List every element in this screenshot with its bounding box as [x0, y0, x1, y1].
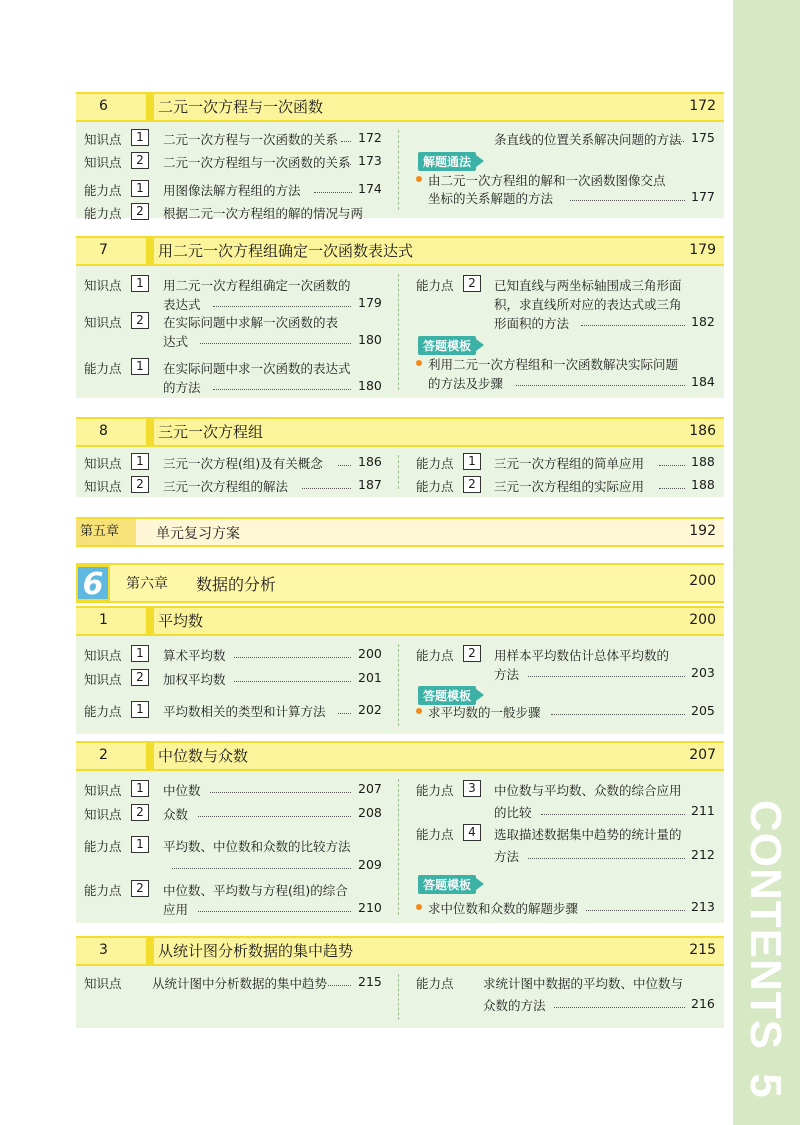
leader-dots [302, 488, 351, 489]
entry-page: 201 [358, 670, 382, 685]
leader-dots [338, 713, 351, 714]
entry-label: 知识点 [84, 132, 122, 147]
column-divider [398, 644, 399, 726]
entry-text-line2[interactable]: 方法 [494, 667, 520, 682]
section-header[interactable] [76, 606, 724, 636]
leader-dots [198, 911, 351, 912]
section-number: 2 [99, 747, 108, 763]
entry-text-continued[interactable]: 条直线的位置关系解决问题的方法 [494, 132, 682, 147]
section-number: 7 [99, 242, 108, 258]
entry-text-line2[interactable]: 的比较 [494, 805, 532, 820]
entry-number-box: 2 [463, 275, 481, 292]
section-page: 179 [689, 242, 716, 258]
entry-label: 能力点 [84, 704, 122, 719]
entry-label: 能力点 [84, 206, 122, 221]
section-header[interactable] [76, 417, 724, 447]
entry-label: 知识点 [84, 155, 122, 170]
header-marker [146, 743, 154, 769]
section-number: 1 [99, 612, 108, 628]
entry-number-box: 2 [131, 476, 149, 493]
entry-label: 知识点 [84, 479, 122, 494]
leader-dots [328, 985, 351, 986]
section-body [76, 122, 724, 221]
section-number: 6 [99, 98, 108, 114]
entry-text-line2[interactable]: 的方法 [163, 380, 201, 395]
leader-dots [314, 192, 352, 193]
chapter-label: 第六章 [126, 576, 168, 592]
contents-word: CONTENTS [741, 800, 790, 1050]
leader-dots [659, 465, 685, 466]
entry-page: 215 [358, 974, 382, 989]
section-6 [76, 92, 724, 221]
entry-page: 203 [691, 665, 715, 680]
leader-dots [198, 816, 351, 817]
section-6-3 [76, 936, 724, 1028]
entry-text-line1[interactable]: 在实际问题中求一次函数的表达式 [163, 361, 351, 376]
entry-page: 175 [691, 130, 715, 145]
entry-label: 能力点 [84, 839, 122, 854]
entry-number-box: 1 [131, 275, 149, 292]
leader-dots [213, 389, 351, 390]
entry-number-box: 1 [131, 780, 149, 797]
section-number: 8 [99, 423, 108, 439]
entry-number-box: 1 [131, 836, 149, 853]
entry-text-line2[interactable]: 表达式 [163, 297, 201, 312]
entry-number-box: 1 [131, 453, 149, 470]
template-badge: 答题模板 [418, 336, 476, 355]
leader-dots [551, 714, 685, 715]
entry-page: 172 [358, 130, 382, 145]
bullet-text-line2[interactable]: 坐标的关系解题的方法 [428, 191, 554, 206]
bullet-text-line2[interactable]: 的方法及步骤 [428, 376, 504, 391]
entry-label: 知识点 [84, 807, 122, 822]
leader-dots [516, 385, 685, 386]
entry-number-box: 2 [463, 476, 481, 493]
header-marker [146, 938, 154, 964]
leader-dots [213, 306, 351, 307]
entry-number-box: 2 [131, 312, 149, 329]
entry-label: 知识点 [84, 456, 122, 471]
chapter-6-header[interactable] [76, 563, 724, 603]
section-body [76, 266, 724, 398]
leader-dots [586, 910, 685, 911]
page-number: 5 [741, 1073, 790, 1099]
entry-page: 200 [358, 646, 382, 661]
template-badge: 答题模板 [418, 875, 476, 894]
entry-page: 177 [691, 189, 715, 204]
entry-text[interactable]: 三元一次方程(组)及有关概念 [163, 456, 323, 471]
entry-text-line3[interactable]: 形面积的方法 [494, 316, 570, 331]
leader-dots [528, 858, 685, 859]
entry-text[interactable]: 根据二元一次方程组的解的情况与两 [163, 206, 364, 221]
entry-text-line1[interactable]: 选取描述数据集中趋势的统计量的 [494, 827, 682, 842]
entry-label: 能力点 [416, 783, 454, 798]
section-title: 从统计图分析数据的集中趋势 [158, 942, 354, 960]
leader-dots [341, 164, 351, 165]
leader-dots [234, 681, 351, 682]
bullet-text-line1[interactable]: 由二元一次方程组的解和一次函数图像交点 [428, 173, 666, 188]
entry-text-line1[interactable]: 已知直线与两坐标轴围成三角形面 [494, 278, 682, 293]
entry-label: 能力点 [416, 479, 454, 494]
leader-dots [234, 657, 351, 658]
bullet-dot [416, 904, 422, 910]
entry-label: 能力点 [84, 361, 122, 376]
entry-page: 213 [691, 899, 715, 914]
entry-page: 180 [358, 378, 382, 393]
section-body [76, 771, 724, 923]
entry-page: 209 [358, 857, 382, 872]
entry-number-box: 3 [463, 780, 481, 797]
entry-label: 知识点 [84, 783, 122, 798]
entry-page: 173 [358, 153, 382, 168]
chapter-label: 第五章 [76, 519, 136, 545]
contents-vertical-label [740, 800, 790, 1099]
entry-text[interactable]: 用图像法解方程组的方法 [163, 183, 301, 198]
bullet-text[interactable]: 求中位数和众数的解题步骤 [428, 901, 579, 916]
entry-text-line1[interactable]: 平均数、中位数和众数的比较方法 [163, 839, 351, 854]
leader-dots [341, 141, 351, 142]
entry-page: 202 [358, 702, 382, 717]
entry-text-line1[interactable]: 用样本平均数估计总体平均数的 [494, 648, 670, 663]
method-badge: 解题通法 [418, 152, 476, 171]
entry-number-box: 2 [131, 804, 149, 821]
leader-dots [659, 488, 685, 489]
section-6-1 [76, 606, 724, 734]
entry-text[interactable]: 中位数 [163, 783, 201, 798]
template-badge: 答题模板 [418, 686, 476, 705]
chapter-page: 192 [689, 523, 716, 539]
leader-dots [338, 465, 351, 466]
bullet-dot [416, 708, 422, 714]
entry-text[interactable]: 算术平均数 [163, 648, 226, 663]
entry-text-line1[interactable]: 求统计图中数据的平均数、中位数与 [483, 976, 684, 991]
bullet-text[interactable]: 求平均数的一般步骤 [428, 705, 541, 720]
entry-label: 知识点 [84, 648, 122, 663]
entry-label: 能力点 [416, 456, 454, 471]
entry-number-box: 2 [463, 645, 481, 662]
entry-page: 179 [358, 295, 382, 310]
header-marker [146, 608, 154, 634]
section-body [76, 447, 724, 497]
entry-label: 能力点 [416, 976, 454, 991]
entry-number-box: 2 [131, 203, 149, 220]
column-divider [398, 274, 399, 390]
entry-text[interactable]: 三元一次方程组的实际应用 [494, 479, 645, 494]
entry-number-box: 1 [131, 180, 149, 197]
chapter-5-review-row[interactable] [76, 517, 724, 547]
leader-dots [528, 676, 685, 677]
entry-text-line1[interactable]: 用二元一次方程组确定一次函数的 [163, 278, 351, 293]
entry-label: 知识点 [84, 672, 122, 687]
entry-text-line2[interactable]: 应用 [163, 902, 189, 917]
entry-number-box: 4 [463, 824, 481, 841]
entry-label: 知识点 [84, 976, 122, 991]
bullet-dot [416, 360, 422, 366]
bullet-dot [416, 176, 422, 182]
entry-page: 205 [691, 703, 715, 718]
section-page: 172 [689, 98, 716, 114]
section-header[interactable] [76, 236, 724, 266]
leader-dots [541, 814, 685, 815]
entry-number-box: 1 [131, 129, 149, 146]
entry-number-box: 2 [131, 152, 149, 169]
entry-page: 187 [358, 477, 382, 492]
entry-page: 180 [358, 332, 382, 347]
entry-page: 184 [691, 374, 715, 389]
entry-text[interactable]: 众数 [163, 807, 189, 822]
section-page: 207 [689, 747, 716, 763]
entry-number-box: 1 [131, 701, 149, 718]
section-body [76, 636, 724, 734]
entry-text[interactable]: 从统计图中分析数据的集中趋势 [152, 976, 328, 991]
header-marker [146, 238, 154, 264]
entry-page: 211 [691, 803, 715, 818]
chapter-page: 200 [689, 573, 716, 589]
entry-page: 174 [358, 181, 382, 196]
entry-page: 182 [691, 314, 715, 329]
section-number: 3 [99, 942, 108, 958]
entry-text[interactable]: 三元一次方程组的解法 [163, 479, 289, 494]
entry-number-box: 1 [131, 358, 149, 375]
chapter-title: 单元复习方案 [156, 526, 240, 542]
bullet-text-line1[interactable]: 利用二元一次方程组和一次函数解决实际问题 [428, 357, 679, 372]
leader-dots [570, 200, 685, 201]
entry-page: 208 [358, 805, 382, 820]
entry-text-line2[interactable]: 达式 [163, 334, 189, 349]
entry-text[interactable]: 三元一次方程组的简单应用 [494, 456, 645, 471]
entry-label: 能力点 [416, 648, 454, 663]
entry-page: 188 [691, 454, 715, 469]
entry-text-line2[interactable]: 积，求直线所对应的表达式或三角 [494, 297, 682, 312]
section-page: 200 [689, 612, 716, 628]
entry-text[interactable]: 二元一次方程组与一次函数的关系 [163, 155, 351, 170]
leader-dots [200, 343, 351, 344]
header-marker [146, 419, 154, 445]
section-title: 平均数 [158, 612, 204, 630]
entry-text-line1[interactable]: 在实际问题中求解一次函数的表 [163, 315, 339, 330]
section-title: 中位数与众数 [158, 747, 249, 765]
column-divider [398, 779, 399, 915]
column-divider [398, 974, 399, 1020]
entry-number-box: 2 [131, 669, 149, 686]
entry-label: 能力点 [84, 183, 122, 198]
entry-text[interactable]: 加权平均数 [163, 672, 226, 687]
column-divider [398, 455, 399, 489]
section-page: 215 [689, 942, 716, 958]
section-header[interactable] [76, 92, 724, 122]
section-header[interactable] [76, 936, 724, 966]
entry-text-line1[interactable]: 中位数与平均数、众数的综合应用 [494, 783, 682, 798]
section-title: 用二元一次方程组确定一次函数表达式 [158, 242, 414, 260]
entry-text-line1[interactable]: 中位数、平均数与方程(组)的综合 [163, 883, 348, 898]
leader-dots [672, 141, 684, 142]
section-title: 二元一次方程与一次函数 [158, 98, 324, 116]
entry-text[interactable]: 二元一次方程与一次函数的关系 [163, 132, 339, 147]
leader-dots [581, 325, 685, 326]
entry-label: 能力点 [84, 883, 122, 898]
entry-number-box: 1 [463, 453, 481, 470]
entry-text-line2[interactable]: 方法 [494, 849, 520, 864]
entry-page: 216 [691, 996, 715, 1011]
chapter-title: 数据的分析 [196, 575, 277, 594]
section-page: 186 [689, 423, 716, 439]
leader-dots [210, 792, 351, 793]
entry-text[interactable]: 平均数相关的类型和计算方法 [163, 704, 326, 719]
entry-page: 188 [691, 477, 715, 492]
entry-page: 210 [358, 900, 382, 915]
leader-dots [554, 1007, 685, 1008]
chapter-number-icon: 6 [76, 565, 110, 601]
entry-label: 能力点 [416, 278, 454, 293]
section-title: 三元一次方程组 [158, 423, 264, 441]
entry-text-line2[interactable]: 众数的方法 [483, 998, 546, 1013]
header-marker [146, 94, 154, 120]
section-body [76, 966, 724, 1028]
section-6-2 [76, 741, 724, 923]
column-divider [398, 130, 399, 210]
entry-page: 186 [358, 454, 382, 469]
section-8 [76, 417, 724, 497]
leader-dots [172, 868, 351, 869]
entry-page: 212 [691, 847, 715, 862]
entry-number-box: 1 [131, 645, 149, 662]
entry-page: 207 [358, 781, 382, 796]
entry-label: 能力点 [416, 827, 454, 842]
entry-label: 知识点 [84, 315, 122, 330]
entry-number-box: 2 [131, 880, 149, 897]
section-7 [76, 236, 724, 398]
entry-label: 知识点 [84, 278, 122, 293]
section-header[interactable] [76, 741, 724, 771]
